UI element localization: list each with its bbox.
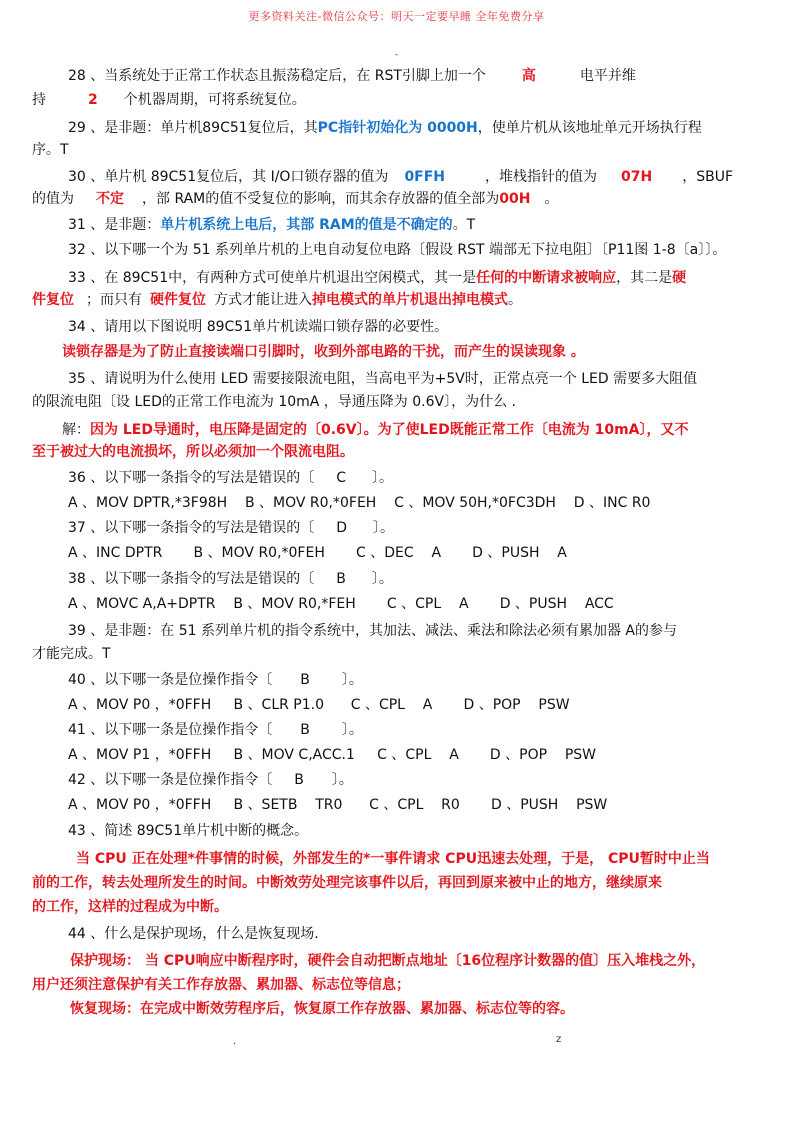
q34-question: 34 、请用以下图说明 89C51单片机读端口锁存器的必要性。	[68, 319, 449, 335]
q43-question: 43 、简述 89C51单片机中断的概念。	[68, 823, 309, 839]
q44-question: 44 、什么是保护现场，什么是恢复现场.	[68, 926, 319, 942]
q28-answer-1: 高	[521, 68, 536, 84]
q42-answer: B	[294, 772, 304, 788]
q33-line1: 33 、在 89C51中，有两种方式可使单片机退出空闲模式，其一是任何的中断请求被响应，其二是硬	[68, 270, 687, 286]
q31-line: 31 、是非题：单片机系统上电后，其部 RAM的值是不确定的。T	[68, 217, 476, 233]
q38-answer: B	[336, 571, 346, 587]
q37-options: A 、INC DPTR B 、MOV R0,*0FEH C 、DEC A D 、PUSH A	[68, 545, 567, 561]
q41-options: A 、MOV P1 ，*0FFH B 、MOV C,ACC.1 C 、CPL A D 、POP PSW	[68, 747, 597, 763]
footer-dot: .	[233, 1036, 237, 1047]
q34-answer: 读锁存器是为了防止直接读端口引脚时，收到外部电路的干扰，而产生的误读现象 。	[62, 344, 585, 360]
q36-answer: C	[336, 470, 347, 486]
q38-stem: 38 、以下哪一条指令的写法是错误的〔 B 〕。	[68, 571, 393, 587]
q42-options: A 、MOV P0 ，*0FFH B 、SETB TR0 C 、CPL R0 D 、PUSH PSW	[68, 797, 608, 813]
q44-answer-line2: 用户还须注意保护有关工作存放器、累加器、标志位等信息；	[32, 977, 410, 993]
q41-answer: B	[300, 722, 310, 738]
footer-z: z	[556, 1034, 562, 1045]
q30-answer-2: 07H	[621, 169, 653, 185]
header-banner: 更多资料关注-微信公众号：明天一定要早睡 全年免费分享	[248, 10, 545, 23]
header-dash: -	[395, 50, 399, 60]
q44-answer-line1: 保护现场： 当 CPU响应中断程序时，硬件会自动把断点地址〔16位程序计数器的值〕压入堆栈之外，	[70, 953, 706, 969]
q40-stem: 40 、以下哪一条是位操作指令〔 B 〕。	[68, 672, 363, 688]
q35-answer-line1: 解：因为 LED导通时，电压降是固定的〔0.6V〕。为了使LED既能正常工作〔电流为 10mA〕，又不	[62, 422, 689, 438]
q30-answer-3: 不定	[96, 191, 124, 207]
q29-line1: 29 、是非题：单片机89C51复位后，其PC指针初始化为 0000H，使单片机从该地址单元开场执行程	[68, 120, 702, 136]
q36-options: A 、MOV DPTR,*3F98H B 、MOV R0,*0FEH C 、MOV 50H,*0FC3DH D 、INC R0	[68, 495, 651, 511]
q42-stem: 42 、以下哪一条是位操作指令〔 B 〕。	[68, 772, 353, 788]
q33-line2: 件复位 ；而只有 硬件复位 方式才能让进入掉电模式的单片机退出掉电模式。	[32, 292, 522, 308]
q36-stem: 36 、以下哪一条指令的写法是错误的〔 C 〕。	[68, 470, 394, 486]
q35-line1: 35 、请说明为什么使用 LED 需要接限流电阻，当高电平为+5V时，正常点亮一个 LED 需要多大阻值	[68, 371, 698, 387]
q37-stem: 37 、以下哪一条指令的写法是错误的〔 D 〕。	[68, 520, 395, 536]
q39-line2: 才能完成。T	[32, 646, 111, 662]
q38-options: A 、MOVC A,A+DPTR B 、MOV R0,*FEH C 、CPL A D 、PUSH ACC	[68, 596, 614, 612]
q41-stem: 41 、以下哪一条是位操作指令〔 B 〕。	[68, 722, 363, 738]
q35-answer-line2: 至于被过大的电流损坏，所以必须加一个限流电阻。	[32, 444, 354, 460]
q43-answer-line1: 当 CPU 正在处理*件事情的时候，外部发生的*一事件请求 CPU迅速去处理，于是， CPU暂时中止当	[76, 851, 710, 867]
q30-line2: 的值为 不定 ，部 RAM的值不受复位的影响，而其余存放器的值全部为00H 。	[32, 191, 559, 207]
q33-answer-2b: 件复位	[32, 292, 74, 308]
q33-answer-3: 硬件复位	[150, 292, 206, 308]
q30-line1: 30 、单片机 89C51复位后，其 I/O口锁存器的值为 0FFH ，堆栈指针的值为 07H ，SBUF	[68, 169, 734, 185]
q39-line1: 39 、是非题：在 51 系列单片机的指令系统中，其加法、减法、乘法和除法必须有累加器 A的参与	[68, 623, 678, 639]
q40-options: A 、MOV P0 ，*0FFH B 、CLR P1.0 C 、CPL A D 、POP PSW	[68, 697, 570, 713]
q43-answer-line2: 前的工作，转去处理所发生的时间。中断效劳处理完该事件以后，再回到原来被中止的地方，继续原来	[32, 875, 662, 891]
q35-line2: 的限流电阻〔设 LED的正常工作电流为 10mA ，导通压降为 0.6V〕，为什么 .	[32, 394, 516, 410]
q40-answer: B	[300, 672, 310, 688]
q32-line: 32 、以下哪一个为 51 系列单片机的上电自动复位电路〔假设 RST 端部无下拉电阻〕〔P11图 1-8〔a〕〕。	[68, 242, 727, 258]
q33-answer-2a: 硬	[672, 270, 687, 286]
q28-line1: 28 、当系统处于正常工作状态且振荡稳定后，在 RST引脚上加一个 高 电平并维	[68, 68, 636, 84]
q30-answer-4: 00H	[499, 191, 531, 207]
q31-answer: 单片机系统上电后，其部 RAM的值是不确定的	[160, 217, 453, 233]
q44-answer-line3: 恢复现场：在完成中断效劳程序后，恢复原工作存放器、累加器、标志位等的容。	[70, 1001, 574, 1017]
q29-line2: 序。T	[32, 142, 69, 158]
q28-line2: 持 2 个机器周期，可将系统复位。	[32, 92, 306, 108]
q43-answer-line3: 的工作，这样的过程成为中断。	[32, 899, 228, 915]
q30-answer-1: 0FFH	[404, 169, 446, 185]
q37-answer: D	[336, 520, 348, 536]
q35-answer-1: 因为 LED导通时，电压降是固定的〔0.6V〕。为了使LED既能正常工作〔电流为 10mA〕，又不	[90, 422, 689, 438]
q33-answer-4: 掉电模式的单片机退出掉电模式	[312, 292, 508, 308]
q33-answer-1: 任何的中断请求被响应	[476, 270, 617, 286]
q29-answer: PC指针初始化为 0000H	[317, 120, 478, 136]
q28-answer-2: 2	[88, 92, 98, 108]
